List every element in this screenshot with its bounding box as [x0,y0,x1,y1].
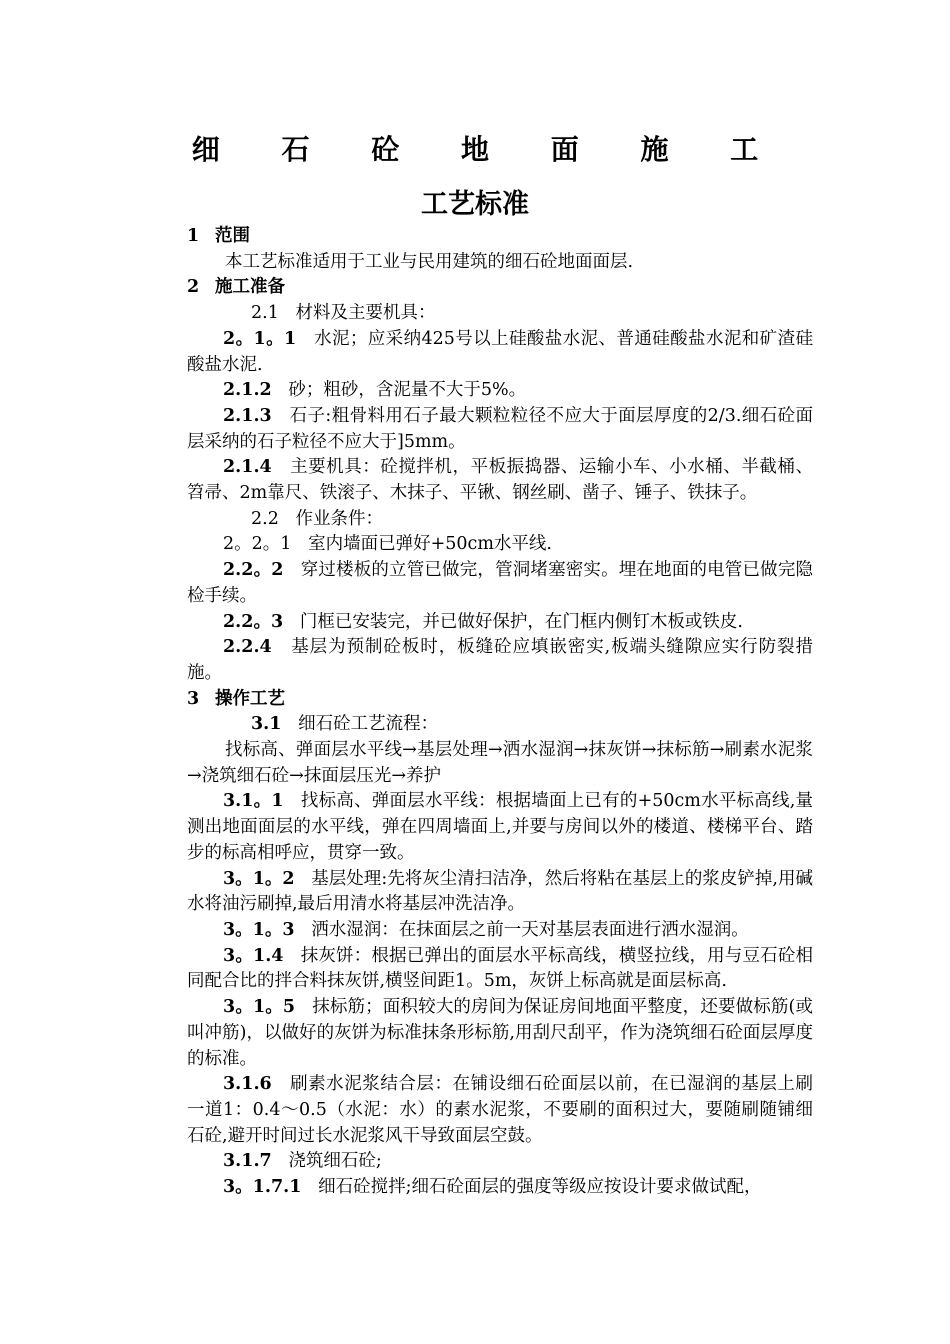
paragraph-2-2-3: 2.2。3 门框已安装完，并已做好保护，在门框内侧钉木板或铁皮. [223,611,743,632]
paragraph-2-1: 2.1 材料及主要机具： [251,303,436,324]
paragraph-2-1-1: 2。1。1 水泥；应采纳425号以上硅酸盐水泥、普通硅酸盐水泥和矿渣硅酸盐水泥. [187,328,813,375]
paragraph-2-1-4: 2.1.4 主要机具：砼搅拌机，平板振捣器、运输小车、小水桶、半截桶、笤帚、2m靠尺、铁滚子、木抹子、平锹、钢丝刷、凿子、锤子、铁抹子。 [187,457,813,504]
paragraph-3-1-5: 3。1。5 抹标筋；面积较大的房间为保证房间地面平整度，还要做标筋(或叫冲筋)，以做好的灰饼为标准抹条形标筋,用刮尺刮平，作为浇筑细石砼面层厚度的标准。 [187,997,813,1069]
paragraph-2-1-2: 2.1.2 砂；粗砂，含泥量不大于5%。 [223,380,527,401]
paragraph-3-1-4: 3。1.4 抹灰饼：根据已弹出的面层水平标高线，横竖拉线，用与豆石砼相同配合比的拌合料抹灰饼,横竖间距1。5m，灰饼上标高就是面层标高. [187,945,813,992]
paragraph-scope: 本工艺标准适用于工业与民用建筑的细石砼地面面层. [225,251,634,272]
paragraph-3-1-1: 3.1。1 找标高、弹面层水平线：根据墙面上已有的+50cm水平标高线,量测出地面面层的水平线，弹在四周墙面上,并要与房间以外的楼道、楼梯平台、踏步的标高相呼应，贯穿一致。 [187,791,813,863]
paragraph-2-1-3: 2.1.3 石子:粗骨料用石子最大颗粒粒径不应大于面层厚度的2/3.细石砼面层采纳的石子粒径不应大于]5mm。 [187,405,813,452]
document-title: 细 石 砼 地 面 施 工 [191,133,785,166]
section-heading-1: 1 范围 [187,226,250,246]
paragraph-2-2: 2.2 作业条件： [251,508,384,529]
process-flow: 找标高、弹面层水平线→基层处理→洒水湿润→抹灰饼→抹标筋→刷素水泥浆→浇筑细石砼→抹面层压光→养护 [187,740,813,786]
section-heading-3: 3 操作工艺 [187,688,285,709]
paragraph-3-1-7-1: 3。1.7.1 细石砼搅拌;细石砼面层的强度等级应按设计要求做试配， [223,1177,762,1198]
paragraph-3-1-2: 3。1。2 基层处理:先将灰尘清扫洁净，然后将粘在基层上的浆皮铲掉,用碱水将油污刷掉,最后用清水将基层冲洗洁净。 [187,868,813,915]
paragraph-3-1: 3.1 细石砼工艺流程： [251,714,439,735]
paragraph-2-2-1: 2。2。1 室内墙面已弹好+50cm水平线. [223,534,552,555]
document-body [187,224,813,1201]
section-heading-2: 2 施工准备 [187,277,285,298]
paragraph-3-1-7: 3.1.7 浇筑细石砼; [223,1151,382,1172]
document-subtitle: 工艺标准 [421,189,529,220]
paragraph-2-2-2: 2.2。2 穿过楼板的立管已做完，管洞堵塞密实。埋在地面的电管已做完隐检手续。 [187,560,813,606]
paragraph-3-1-6: 3.1.6 刷素水泥浆结合层：在铺设细石砼面层以前，在已湿润的基层上刷一道1：0.4～0.5（水泥：水）的素水泥浆，不要刷的面积过大，要随刷随铺细石砼,避开时间过长水泥浆风干导致面层空鼓。 [187,1074,813,1146]
paragraph-3-1-3: 3。1。3 洒水湿润：在抹面层之前一天对基层表面进行洒水湿润。 [223,919,749,940]
paragraph-2-2-4: 2.2.4 基层为预制砼板时，板缝砼应填嵌密实,板端头缝隙应实行防裂措施。 [187,637,813,683]
